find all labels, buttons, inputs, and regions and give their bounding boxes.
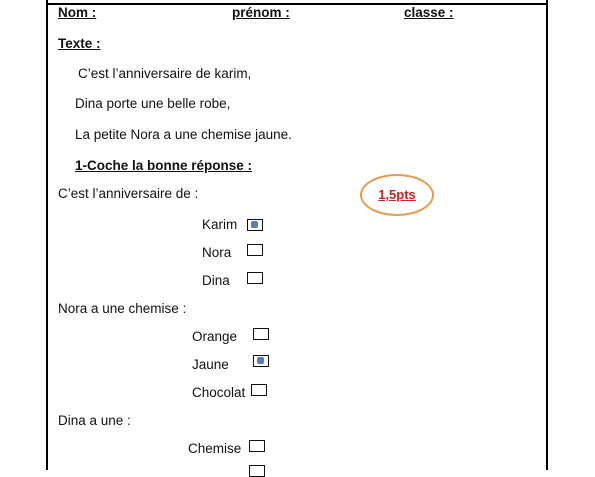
- option-karim-label: Karim: [202, 217, 238, 232]
- texte-title: Texte :: [58, 36, 101, 51]
- option-dina-checkbox[interactable]: [247, 272, 263, 284]
- classe-label: classe :: [404, 5, 454, 20]
- prenom-label: prénom :: [232, 5, 290, 20]
- option-nora-label: Nora: [202, 245, 232, 260]
- exercise-title: 1-Coche la bonne réponse :: [75, 158, 253, 173]
- nom-label: Nom :: [58, 5, 97, 20]
- option-orange-checkbox[interactable]: [253, 328, 269, 340]
- texte-line-2: Dina porte une belle robe,: [75, 96, 231, 111]
- option-chocolat-label: Chocolat: [192, 385, 246, 400]
- option-next-checkbox[interactable]: [249, 465, 265, 477]
- texte-line-3: La petite Nora a une chemise jaune.: [75, 127, 292, 142]
- option-chemise-label: Chemise: [188, 441, 242, 456]
- option-jaune-checkbox[interactable]: [253, 355, 269, 367]
- question-1-prompt: C’est l’anniversaire de :: [58, 186, 199, 201]
- question-3-prompt: Dina a une :: [58, 413, 131, 428]
- option-orange-label: Orange: [192, 329, 238, 344]
- option-chemise-checkbox[interactable]: [249, 440, 265, 452]
- score-text: 1,5pts: [378, 187, 416, 202]
- option-karim-checkbox[interactable]: [247, 219, 263, 231]
- page-border-left: [46, 0, 48, 470]
- page-border-top: [46, 0, 548, 5]
- score-badge: [360, 174, 434, 216]
- option-jaune-label: Jaune: [192, 357, 229, 372]
- question-2-prompt: Nora a une chemise :: [58, 301, 187, 316]
- option-nora-checkbox[interactable]: [247, 244, 263, 256]
- texte-line-1: C’est l’anniversaire de karim,: [78, 66, 252, 81]
- option-chocolat-checkbox[interactable]: [251, 384, 267, 396]
- page-border-right: [546, 0, 548, 470]
- option-dina-label: Dina: [202, 273, 230, 288]
